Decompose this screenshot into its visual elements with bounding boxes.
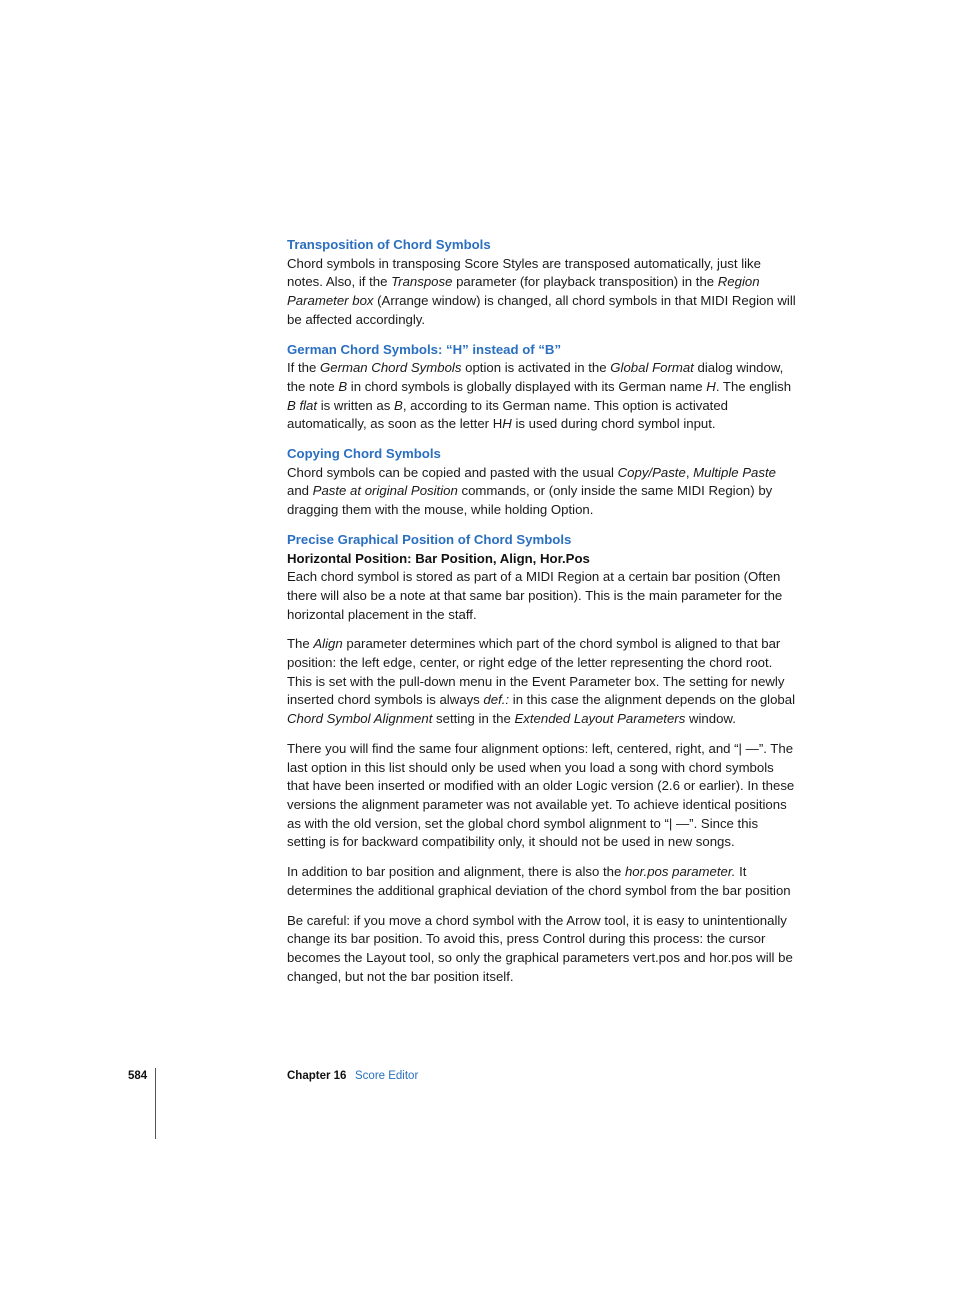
- page-content: [287, 236, 799, 997]
- paragraph: Each chord symbol is stored as part of a MIDI Region at a certain bar position (Often there will also be a note at that same bar position). This is the main parameter for the horizontal placement in the staff.: [287, 569, 783, 622]
- paragraph: Chord symbols in transposing Score Styles are transposed automatically, just like notes. Also, if the Transpose parameter (for playback transposition) in the Region Parameter box (Arrange window) is changed, all chord symbols in that MIDI Region will be affected accordingly.: [287, 255, 796, 327]
- section-heading: Copying Chord Symbols: [287, 446, 441, 462]
- footer-chapter: Chapter 16: [287, 1070, 347, 1082]
- paragraph: There you will find the same four alignment options: left, centered, right, and “| —”. The last option in this list should only be used when you load a song with chord symbols that have been inserted or modified with an older Logic version (2.6 or earlier). In these versions the alignment parameter was not available yet. To achieve identical positions as with the old version, set the global chord symbol alignment to “| —”. Since this setting is for backward compatibility only, it should not be used in new songs.: [287, 740, 795, 850]
- section-heading: Transposition of Chord Symbols: [287, 237, 491, 252]
- paragraph: Be careful: if you move a chord symbol with the Arrow tool, it is easy to unintentionally change its bar position. To avoid this, press Control during this process: the cursor becomes the Layout tool, so only the graphical parameters vert.pos and hor.pos will be changed, but not the bar position itself.: [287, 912, 793, 984]
- paragraph: In addition to bar position and alignment, there is also the hor.pos parameter. It determines the additional graphical deviation of the chord symbol from the bar position: [287, 864, 791, 898]
- section-subheading: Horizontal Position: Bar Position, Align, Hor.Pos: [287, 550, 590, 566]
- section-heading: German Chord Symbols: “H” instead of “B”: [287, 341, 562, 357]
- paragraph: Chord symbols can be copied and pasted with the usual Copy/Paste, Multiple Paste and Paste at original Position commands, or (only inside the same MIDI Region) by dragging them with the mouse, while holding Option.: [287, 464, 776, 518]
- footer-divider: [155, 1068, 156, 1139]
- section-german-chords: [287, 341, 799, 435]
- footer-chapter-title[interactable]: Score Editor: [355, 1070, 419, 1082]
- paragraph: If the German Chord Symbols option is activated in the Global Format dialog window, the note B in chord symbols is globally displayed with its German name H. The english B flat is written as B, according to its German name. This option is activated automatically, as soon as the letter HH is used during chord symbol input.: [287, 360, 792, 432]
- section-heading: Precise Graphical Position of Chord Symbols: [287, 531, 572, 547]
- section-transposition: [287, 236, 799, 330]
- section-copying: [287, 445, 799, 520]
- page-number: 584: [128, 1070, 148, 1082]
- section-precise-position: [287, 531, 799, 986]
- paragraph: The Align parameter determines which part of the chord symbol is aligned to that bar position: the left edge, center, or right edge of the letter representing the chord root. This is set with the pull-down menu in the Event Parameter box. The setting for newly inserted chord symbols is always def.: in this case the alignment depends on the global Chord Symbol Alignment setting in the Extended Layout Parameters window.: [287, 636, 796, 727]
